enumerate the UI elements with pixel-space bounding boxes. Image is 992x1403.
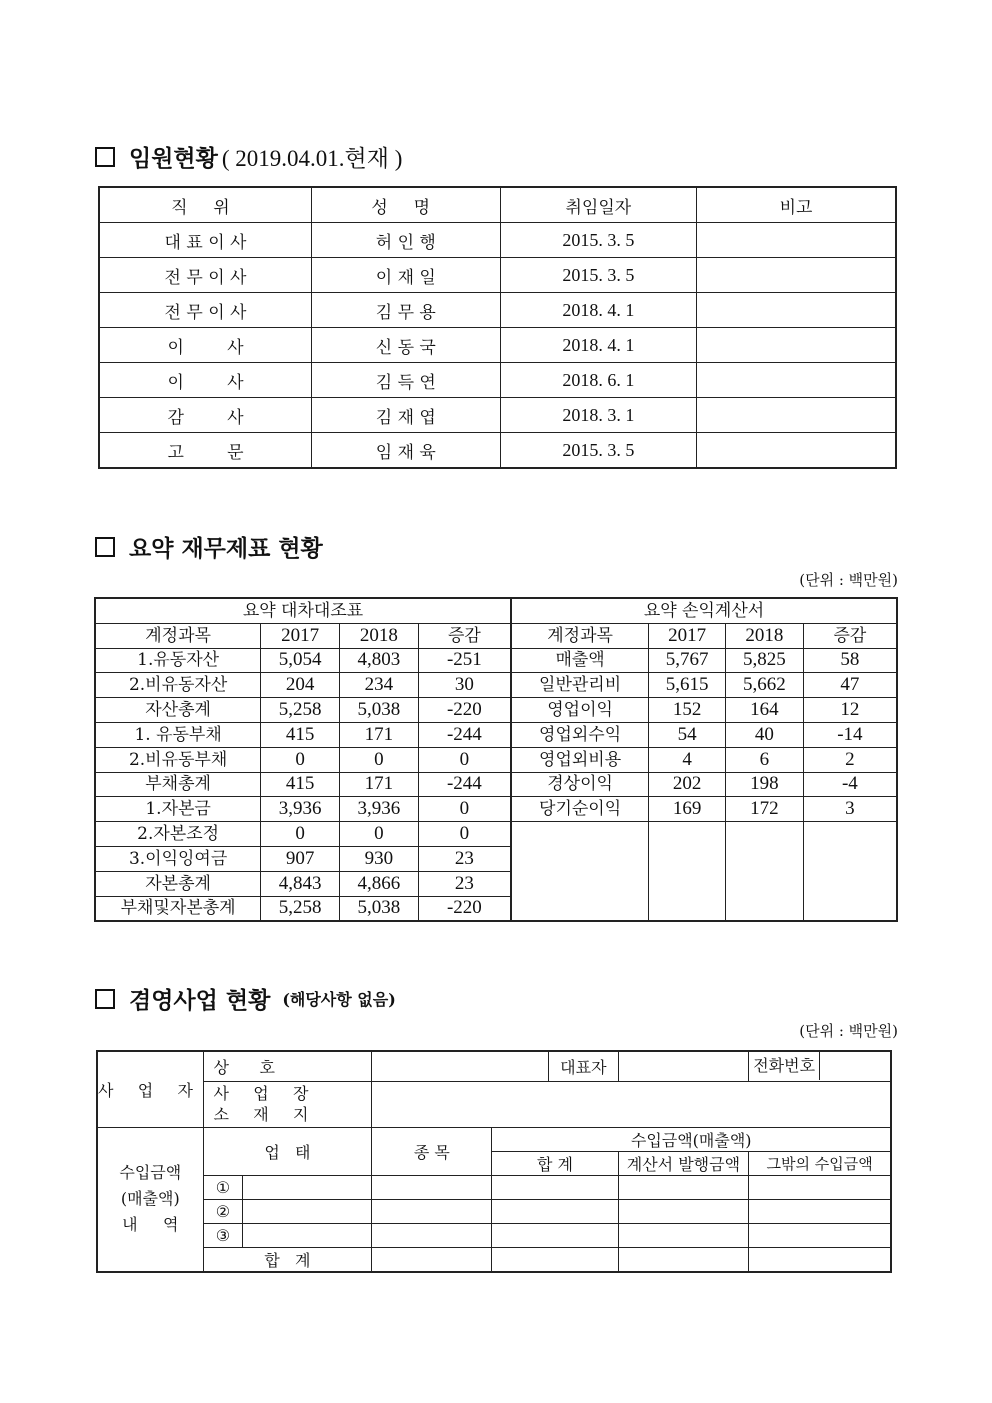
- table-cell: [697, 433, 896, 469]
- table-cell: 5,038: [340, 698, 419, 723]
- table-cell: 169: [649, 797, 726, 822]
- table-cell: 감 사: [99, 398, 312, 433]
- table-cell: 5,038: [340, 896, 419, 921]
- table-row: [95, 797, 897, 822]
- table-cell: 5,662: [725, 673, 803, 698]
- table-cell: -244: [418, 722, 511, 747]
- row-mark: ①: [203, 1175, 243, 1199]
- table-cell: 4: [649, 747, 726, 772]
- unit-label: (단위 : 백만원): [799, 1022, 898, 1040]
- table-cell: 이 사: [99, 363, 312, 398]
- empty-cell: [725, 822, 803, 922]
- table-cell: 영업외비용: [511, 747, 649, 772]
- table-cell: 부채총계: [95, 772, 261, 797]
- table-cell: 계정과목: [511, 623, 649, 648]
- table-cell: [749, 1223, 891, 1247]
- table-cell: 5,258: [261, 698, 340, 723]
- table-cell: -14: [803, 722, 897, 747]
- executives-table: [98, 186, 897, 469]
- table-cell: [749, 1247, 891, 1272]
- table-cell: -251: [418, 648, 511, 673]
- table-cell: 23: [418, 871, 511, 896]
- table-cell: 23: [418, 846, 511, 871]
- section-executives-title: 임원현황 ( 2019.04.01.현재 ): [95, 140, 402, 173]
- table-cell: 부채및자본총계: [95, 896, 261, 921]
- table-cell: 자산총계: [95, 698, 261, 723]
- table-cell: 0: [340, 822, 419, 847]
- table-cell: 4,843: [261, 871, 340, 896]
- table-cell: 임 재 육: [312, 433, 501, 469]
- table-cell: 2015. 3. 5: [500, 223, 697, 258]
- table-cell: 0: [261, 747, 340, 772]
- table-cell: 930: [340, 846, 419, 871]
- trade-name-label: 상 호: [203, 1051, 372, 1081]
- phone-cell: [749, 1051, 891, 1081]
- table-cell: 영업이익: [511, 698, 649, 723]
- header-position: 직 위: [99, 187, 312, 223]
- table-cell: 2018. 3. 1: [500, 398, 697, 433]
- table-row: [95, 722, 897, 747]
- table-cell: 2.비유동부채: [95, 747, 261, 772]
- empty-cell: [511, 822, 649, 922]
- table-cell: 1. 유동부채: [95, 722, 261, 747]
- table-row: [99, 293, 896, 328]
- table-cell: 일반관리비: [511, 673, 649, 698]
- table-cell: [243, 1199, 372, 1223]
- table-cell: 5,767: [649, 648, 726, 673]
- table-cell: -4: [803, 772, 897, 797]
- table-cell: [697, 363, 896, 398]
- table-cell: [697, 258, 896, 293]
- table-cell: 2.비유동자산: [95, 673, 261, 698]
- total-label: 합 계: [203, 1247, 372, 1272]
- table-cell: 0: [418, 822, 511, 847]
- table-cell: 2018: [340, 623, 419, 648]
- table-cell: [492, 1175, 618, 1199]
- table-row: [95, 673, 897, 698]
- table-row: [95, 822, 897, 847]
- table-cell: 5,825: [725, 648, 803, 673]
- table-cell: 2018. 4. 1: [500, 293, 697, 328]
- table-cell: 5,054: [261, 648, 340, 673]
- table-cell: 30: [418, 673, 511, 698]
- table-row: [95, 698, 897, 723]
- table-cell: 172: [725, 797, 803, 822]
- table-cell: [749, 1199, 891, 1223]
- other-amount-header: 그밖의 수입금액: [749, 1151, 891, 1175]
- table-cell: [697, 223, 896, 258]
- header-name: 성 명: [312, 187, 501, 223]
- table-cell: 김 득 연: [312, 363, 501, 398]
- table-cell: [372, 1223, 492, 1247]
- table-cell: [618, 1199, 749, 1223]
- table-cell: 171: [340, 722, 419, 747]
- table-row: [97, 1199, 891, 1223]
- invoice-amount-header: 계산서 발행금액: [618, 1151, 749, 1175]
- phone-label: 전화번호: [749, 1052, 820, 1080]
- table-cell: 영업외수익: [511, 722, 649, 747]
- table-row: [95, 648, 897, 673]
- financial-title-row: [95, 598, 897, 623]
- table-cell: 2018: [725, 623, 803, 648]
- table-cell: [618, 1223, 749, 1247]
- table-row: [99, 328, 896, 363]
- table-cell: 204: [261, 673, 340, 698]
- table-cell: [697, 398, 896, 433]
- table-cell: 전 무 이 사: [99, 293, 312, 328]
- table-cell: [492, 1247, 618, 1272]
- table-cell: 1.자본금: [95, 797, 261, 822]
- table-row: [99, 258, 896, 293]
- section-note: (해당사항 없음): [282, 990, 396, 1009]
- table-cell: 0: [261, 822, 340, 847]
- table-cell: 4,803: [340, 648, 419, 673]
- table-cell: -220: [418, 896, 511, 921]
- table-cell: 2017: [261, 623, 340, 648]
- table-cell: 907: [261, 846, 340, 871]
- table-cell: 김 재 엽: [312, 398, 501, 433]
- sum-header: 합 계: [492, 1151, 618, 1175]
- table-cell: -220: [418, 698, 511, 723]
- table-cell: 2017: [649, 623, 726, 648]
- table-cell: 2018. 6. 1: [500, 363, 697, 398]
- balance-sheet-title: 요약 대차대조표: [95, 598, 511, 623]
- table-cell: 2015. 3. 5: [500, 433, 697, 469]
- row-mark: ②: [203, 1199, 243, 1223]
- table-cell: 고 문: [99, 433, 312, 469]
- table-cell: 증감: [803, 623, 897, 648]
- table-row: [99, 433, 896, 469]
- table-cell: 415: [261, 722, 340, 747]
- table-row: [99, 223, 896, 258]
- checkbox-icon: [95, 147, 115, 167]
- business-operator-label: 사 업 자: [97, 1051, 203, 1127]
- trade-name-value: [372, 1051, 549, 1081]
- table-cell: 매출액: [511, 648, 649, 673]
- table-cell: 2: [803, 747, 897, 772]
- table-cell: [243, 1223, 372, 1247]
- empty-cell: [649, 822, 726, 922]
- table-cell: 6: [725, 747, 803, 772]
- table-cell: [372, 1175, 492, 1199]
- table-cell: 198: [725, 772, 803, 797]
- table-cell: 202: [649, 772, 726, 797]
- table-cell: 자본총계: [95, 871, 261, 896]
- table-row: [95, 747, 897, 772]
- table-cell: 164: [725, 698, 803, 723]
- table-cell: 152: [649, 698, 726, 723]
- table-cell: 3,936: [340, 797, 419, 822]
- income-details-label: 수입금액 (매출액) 내 역: [97, 1127, 203, 1272]
- table-cell: 2018. 4. 1: [500, 328, 697, 363]
- table-row: [99, 363, 896, 398]
- table-cell: 54: [649, 722, 726, 747]
- table-cell: 58: [803, 648, 897, 673]
- table-cell: [372, 1247, 492, 1272]
- table-cell: 허 인 행: [312, 223, 501, 258]
- table-cell: 12: [803, 698, 897, 723]
- table-header-row: [95, 623, 897, 648]
- item-header: 종 목: [372, 1127, 492, 1175]
- table-row: [95, 772, 897, 797]
- business-type-header: 업 태: [203, 1127, 372, 1175]
- table-cell: [492, 1199, 618, 1223]
- table-header-row: [99, 187, 896, 223]
- table-cell: [372, 1199, 492, 1223]
- table-cell: 이 사: [99, 328, 312, 363]
- header-start-date: 취임일자: [500, 187, 697, 223]
- table-cell: 대 표 이 사: [99, 223, 312, 258]
- table-cell: 4,866: [340, 871, 419, 896]
- row-mark: ③: [203, 1223, 243, 1247]
- table-cell: 0: [340, 747, 419, 772]
- unit-label: (단위 : 백만원): [799, 571, 898, 589]
- table-cell: 이 재 일: [312, 258, 501, 293]
- table-cell: 171: [340, 772, 419, 797]
- table-row: [97, 1223, 891, 1247]
- table-cell: 234: [340, 673, 419, 698]
- table-cell: -244: [418, 772, 511, 797]
- table-cell: 2.자본조정: [95, 822, 261, 847]
- table-cell: 증감: [418, 623, 511, 648]
- header-note: 비고: [697, 187, 896, 223]
- table-cell: [697, 328, 896, 363]
- table-row: [97, 1175, 891, 1199]
- table-cell: 당기순이익: [511, 797, 649, 822]
- table-cell: [749, 1175, 891, 1199]
- checkbox-icon: [95, 537, 115, 557]
- representative-label: 대표자: [549, 1051, 618, 1081]
- table-cell: 경상이익: [511, 772, 649, 797]
- checkbox-icon: [95, 989, 115, 1009]
- table-cell: 0: [418, 797, 511, 822]
- table-cell: [243, 1175, 372, 1199]
- table-cell: [618, 1247, 749, 1272]
- table-cell: 계정과목: [95, 623, 261, 648]
- table-cell: [618, 1175, 749, 1199]
- status-date: ( 2019.04.01.현재 ): [221, 146, 403, 171]
- table-cell: 김 무 용: [312, 293, 501, 328]
- representative-value: [618, 1051, 749, 1081]
- table-cell: [697, 293, 896, 328]
- table-cell: 0: [418, 747, 511, 772]
- income-amount-header: 수입금액(매출액): [492, 1127, 891, 1151]
- financial-table: [94, 597, 898, 922]
- table-cell: 전 무 이 사: [99, 258, 312, 293]
- location-value: [372, 1081, 891, 1127]
- table-cell: 5,258: [261, 896, 340, 921]
- side-business-table: [96, 1050, 892, 1273]
- table-cell: 3.이익잉여금: [95, 846, 261, 871]
- table-cell: 2015. 3. 5: [500, 258, 697, 293]
- location-label: 사 업 장 소 재 지: [203, 1081, 372, 1127]
- section-side-business-title: 겸영사업 현황 (해당사항 없음): [95, 982, 396, 1015]
- table-cell: 신 동 국: [312, 328, 501, 363]
- table-cell: [492, 1223, 618, 1247]
- table-cell: 3,936: [261, 797, 340, 822]
- table-cell: 40: [725, 722, 803, 747]
- table-cell: 1.유동자산: [95, 648, 261, 673]
- total-row: [97, 1247, 891, 1272]
- section-financial-title: 요약 재무제표 현황: [95, 530, 323, 563]
- empty-cell: [803, 822, 897, 922]
- table-cell: 415: [261, 772, 340, 797]
- table-cell: 5,615: [649, 673, 726, 698]
- income-statement-title: 요약 손익계산서: [511, 598, 897, 623]
- table-row: [99, 398, 896, 433]
- table-cell: 3: [803, 797, 897, 822]
- table-cell: 47: [803, 673, 897, 698]
